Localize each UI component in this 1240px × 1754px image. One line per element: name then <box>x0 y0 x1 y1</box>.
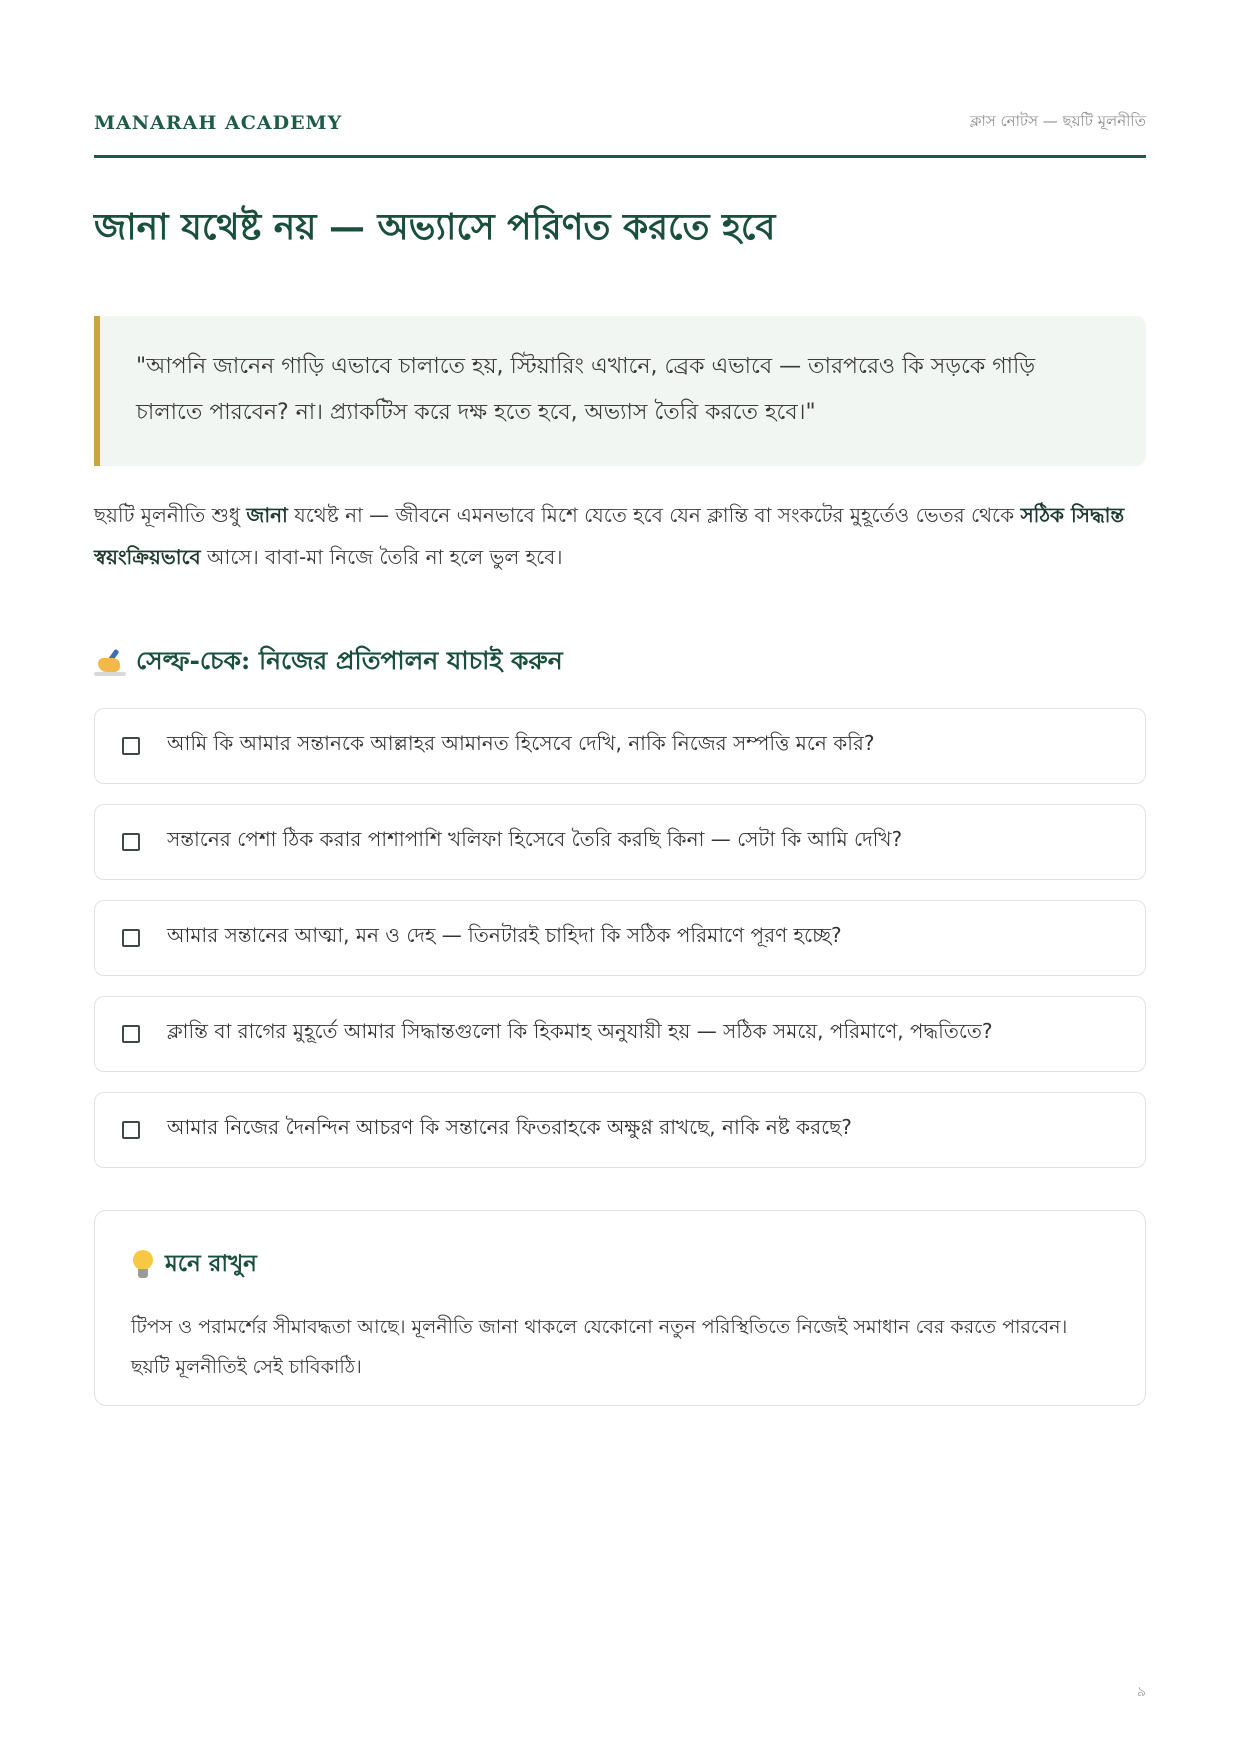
intro-text-3: আসে। বাবা-মা নিজে তৈরি না হলে ভুল হবে। <box>200 545 563 569</box>
checklist-item[interactable] <box>94 1092 1146 1168</box>
checklist-item-text: ক্লান্তি বা রাগের মুহূর্তে আমার সিদ্ধান্তগুলো কি হিকমাহ অনুযায়ী হয় — সঠিক সময়ে, পরিমাণে, পদ্ধতিতে? <box>167 1019 993 1043</box>
intro-bold-2: সঠিক সিদ্ধান্ত স্বয়ংক্রিয়ভাবে <box>94 503 1125 569</box>
checkbox[interactable] <box>122 929 140 947</box>
checklist-item-text: আমার সন্তানের আত্মা, মন ও দেহ — তিনটারই চাহিদা কি সঠিক পরিমাণে পূরণ হচ্ছে? <box>167 923 842 947</box>
writing-hand-icon <box>94 646 126 678</box>
page-title: জানা যথেষ্ট নয় — অভ্যাসে পরিণত করতে হবে <box>94 206 776 248</box>
light-bulb-icon <box>131 1250 155 1280</box>
checklist-item[interactable] <box>94 708 1146 784</box>
checkbox[interactable] <box>122 833 140 851</box>
tip-box <box>94 1210 1146 1406</box>
intro-text-2: যথেষ্ট না — জীবনে এমনভাবে মিশে যেতে হবে যেন ক্লান্তি বা সংকটের মুহূর্তেও ভেতর থেকে <box>287 503 1021 527</box>
self-check-heading <box>94 640 563 684</box>
self-check-list <box>94 708 1146 1188</box>
brand-name: MANARAH ACADEMY <box>94 112 343 134</box>
tip-heading <box>131 1245 257 1284</box>
tip-title: মনে রাখুন <box>165 1250 257 1277</box>
checkbox[interactable] <box>122 1121 140 1139</box>
document-page <box>94 0 1146 1754</box>
checklist-item-text: আমি কি আমার সন্তানকে আল্লাহর আমানত হিসেবে দেখি, নাকি নিজের সম্পত্তি মনে করি? <box>167 731 875 755</box>
quote-text: "আপনি জানেন গাড়ি এভাবে চালাতে হয়, স্টিয়ারিং এখানে, ব্রেক এভাবে — তারপরেও কি সড়কে গাড়ি চালাতে পারবেন? না। প্র্যাকটিস করে দক্ষ হতে হবে, অভ্যাস তৈরি করতে হবে।" <box>136 354 1036 425</box>
intro-bold-1: জানা <box>246 503 288 527</box>
checkbox[interactable] <box>122 1025 140 1043</box>
checklist-item[interactable] <box>94 804 1146 880</box>
self-check-title: সেল্ফ-চেক: নিজের প্রতিপালন যাচাই করুন <box>136 645 563 675</box>
checklist-item-text: সন্তানের পেশা ঠিক করার পাশাপাশি খলিফা হিসেবে তৈরি করছি কিনা — সেটা কি আমি দেখি? <box>167 827 903 851</box>
intro-paragraph <box>94 494 1146 578</box>
checklist-item-text: আমার নিজের দৈনন্দিন আচরণ কি সন্তানের ফিতরাহকে অক্ষুণ্ণ রাখছে, নাকি নষ্ট করছে? <box>167 1115 852 1139</box>
intro-text-1: ছয়টি মূলনীতি শুধু <box>94 503 247 527</box>
tip-text: টিপস ও পরামর্শের সীমাবদ্ধতা আছে। মূলনীতি জানা থাকলে যেকোনো নতুন পরিস্থিতিতে নিজেই সমাধান বের করতে পারবেন। ছয়টি মূলনীতিই সেই চাবিকাঠি। <box>131 1316 1068 1378</box>
page-header <box>94 98 1146 158</box>
running-head: ক্লাস নোটস — ছয়টি মূলনীতি <box>969 112 1146 130</box>
checkbox[interactable] <box>122 737 140 755</box>
checklist-item[interactable] <box>94 900 1146 976</box>
checklist-item[interactable] <box>94 996 1146 1072</box>
page-number: ৯ <box>1136 1684 1146 1700</box>
quote-box <box>94 316 1146 466</box>
